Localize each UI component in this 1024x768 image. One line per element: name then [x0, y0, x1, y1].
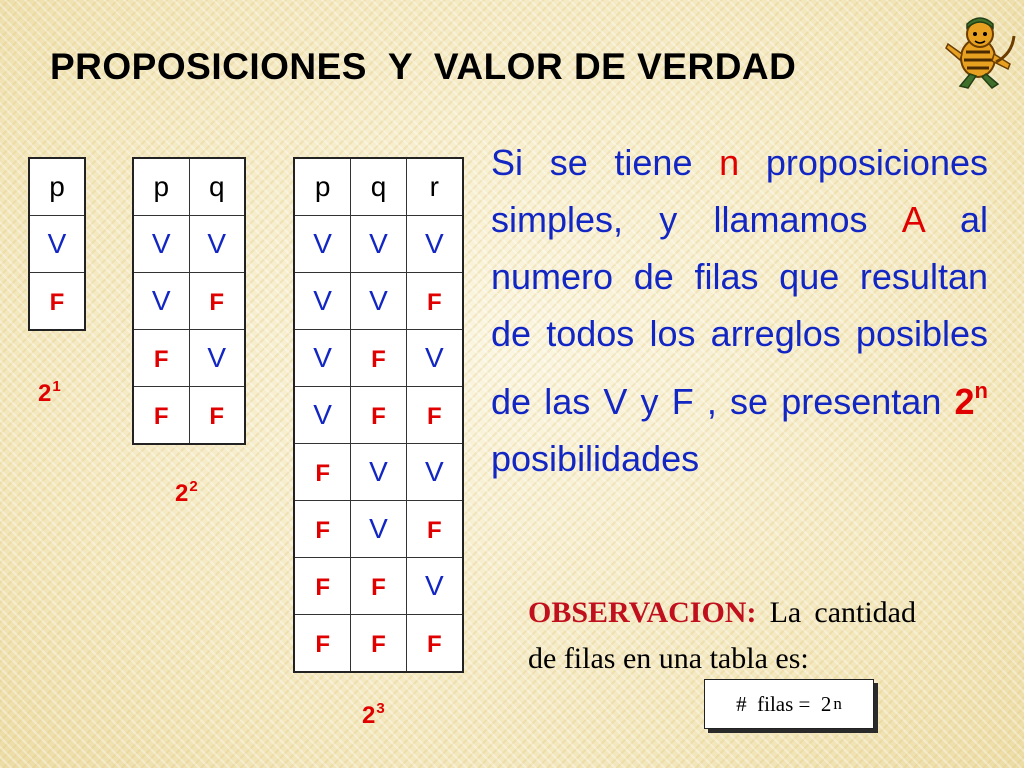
- truth-value: F: [371, 403, 386, 430]
- table-header-cell: p: [133, 158, 189, 216]
- truth-value: F: [153, 346, 169, 373]
- truth-value: F: [427, 517, 442, 544]
- truth-value: V: [313, 399, 332, 430]
- table-header-cell: q: [189, 158, 245, 216]
- slide-title: PROPOSICIONES Y VALOR DE VERDAD: [50, 46, 797, 87]
- truth-table-2: [132, 157, 246, 445]
- truth-value: V: [313, 342, 332, 373]
- paragraph-text: posibilidades: [491, 438, 700, 479]
- truth-value: F: [371, 346, 386, 373]
- truth-value: V: [425, 228, 444, 259]
- truth-value: V: [369, 285, 388, 316]
- count-base: 2: [362, 702, 376, 729]
- truth-value: V: [425, 456, 444, 487]
- explanation-paragraph: [491, 134, 988, 487]
- table-header-cell: p: [29, 158, 85, 216]
- truth-value: F: [315, 460, 330, 487]
- truth-value: F: [315, 631, 330, 658]
- count-exponent: 1: [52, 378, 61, 395]
- table-cell: [29, 216, 85, 273]
- truth-table-3: [293, 157, 464, 673]
- variable-a: A: [901, 199, 924, 240]
- count-base: 2: [175, 480, 189, 507]
- truth-value: F: [427, 289, 442, 316]
- table-header-cell: r: [406, 158, 463, 216]
- variable-n: n: [719, 142, 740, 183]
- paragraph-text: Si se tiene: [491, 142, 720, 183]
- count-exponent: 2: [189, 478, 198, 495]
- observation-label: OBSERVACION:: [528, 596, 757, 629]
- truth-value: F: [49, 289, 65, 316]
- table-header-cell: p: [294, 158, 351, 216]
- truth-value: V: [369, 513, 388, 544]
- truth-value: V: [207, 342, 227, 373]
- truth-value: F: [427, 631, 442, 658]
- truth-table-1: [28, 157, 86, 331]
- truth-value: F: [209, 403, 225, 430]
- truth-value: V: [369, 228, 388, 259]
- truth-value: V: [313, 228, 332, 259]
- formula-exponent: n: [833, 694, 842, 713]
- truth-value: F: [315, 574, 330, 601]
- truth-value: F: [153, 403, 169, 430]
- observation-note: [528, 590, 916, 682]
- count-exponent: 3: [376, 700, 385, 717]
- observation-text: La cantidad de filas en una tabla es:: [528, 596, 916, 675]
- count-base: 2: [38, 380, 52, 407]
- formula-box: [704, 679, 874, 729]
- truth-value: V: [151, 285, 171, 316]
- truth-value: V: [313, 285, 332, 316]
- truth-value: F: [371, 631, 386, 658]
- truth-value: F: [209, 289, 225, 316]
- row-count-3: [362, 700, 385, 730]
- truth-value: V: [207, 228, 227, 259]
- truth-value: V: [369, 456, 388, 487]
- truth-value: V: [151, 228, 171, 259]
- truth-value: V: [425, 570, 444, 601]
- power-exponent: n: [974, 378, 988, 403]
- table-header-cell: q: [351, 158, 406, 216]
- truth-value: F: [371, 574, 386, 601]
- truth-value: F: [427, 403, 442, 430]
- formula-text: # filas = 2: [736, 691, 832, 716]
- paragraph-text: al numero de filas que resultan de todos los arreglos posibles de las V y F , se presentan: [491, 199, 988, 422]
- row-count-1: [38, 378, 61, 408]
- tiger-mascot-icon: [942, 14, 1020, 90]
- paragraph-text: proposiciones simples, y llamamos: [491, 142, 988, 240]
- row-count-2: [175, 478, 198, 508]
- power-expression: [954, 378, 988, 422]
- truth-value: V: [47, 228, 67, 259]
- truth-value: F: [315, 517, 330, 544]
- truth-value: V: [425, 342, 444, 373]
- table-cell: [29, 273, 85, 331]
- power-base: 2: [954, 381, 975, 422]
